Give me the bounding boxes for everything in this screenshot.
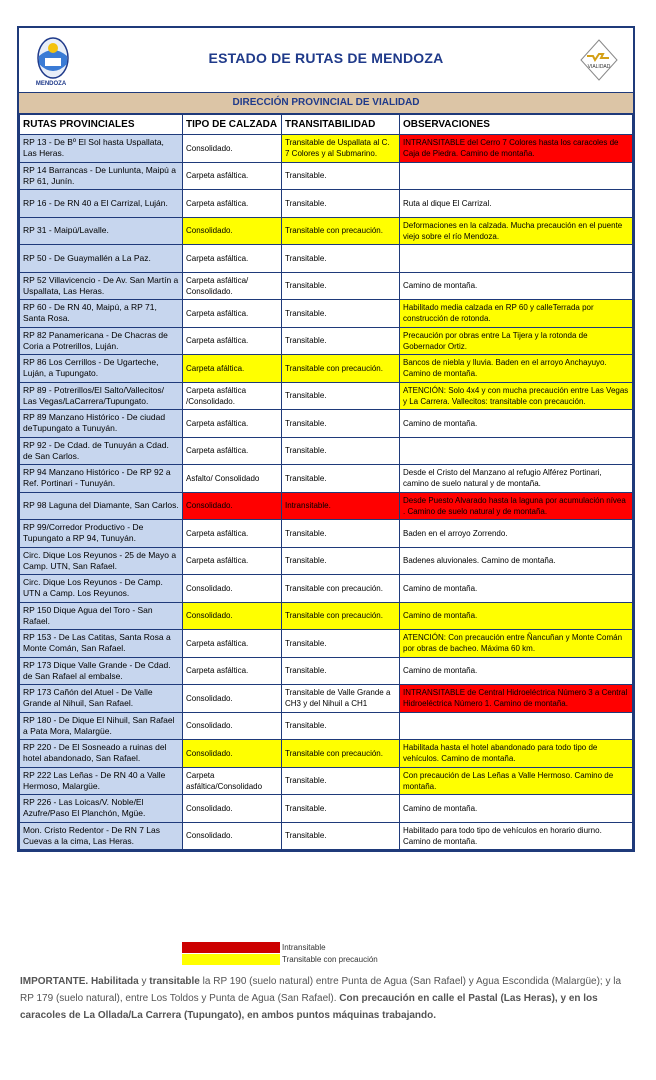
table-row	[20, 492, 633, 520]
table-row	[20, 547, 633, 575]
observaciones-cell	[400, 712, 633, 740]
transitabilidad-cell: Transitable.	[282, 520, 400, 548]
table-row	[20, 767, 633, 795]
observaciones-cell: Habilitado media calzada en RP 60 y calleTerrada por construcción de rotonda.	[400, 300, 633, 328]
observaciones-cell: Desde Puesto Alvarado hasta la laguna por acumulación nívea . Camino de suelo natural y de montaña.	[400, 492, 633, 520]
route-cell: RP 180 - De Dique El Nihuil, San Rafael a Pata Mora, Malargüe.	[20, 712, 183, 740]
table-header-row	[20, 115, 633, 135]
observaciones-cell: Bancos de niebla y lluvia. Baden en el arroyo Anchayuyo. Camino de montaña.	[400, 355, 633, 383]
route-cell: Circ. Dique Los Reyunos - 25 de Mayo a Camp. UTN, San Rafael.	[20, 547, 183, 575]
calzada-cell: Consolidado.	[183, 685, 282, 713]
route-cell: RP 14 Barrancas - De Lunlunta, Maipú a RP 61, Junín.	[20, 162, 183, 190]
transitabilidad-cell: Transitable con precaución.	[282, 602, 400, 630]
route-cell: RP 150 Dique Agua del Toro - San Rafael.	[20, 602, 183, 630]
important-lead: IMPORTANTE.	[20, 976, 89, 987]
observaciones-cell: INTRANSITABLE de Central Hidroeléctrica Número 3 a Central Hidroeléctrica Número 1. Camino de montaña.	[400, 685, 633, 713]
table-row	[20, 520, 633, 548]
table-row	[20, 410, 633, 438]
calzada-cell: Carpeta asfáltica.	[183, 245, 282, 273]
route-cell: RP 60 - De RN 40, Maipú, a RP 71, Santa Rosa.	[20, 300, 183, 328]
observaciones-cell: Deformaciones en la calzada. Mucha precaución en el puente viejo sobre el río Mendoza.	[400, 217, 633, 245]
calzada-cell: Carpeta asfáltica.	[183, 190, 282, 218]
page-title: ESTADO DE RUTAS DE MENDOZA	[208, 50, 444, 66]
table-row	[20, 437, 633, 465]
legend-swatch-intransitable	[182, 942, 280, 953]
route-cell: RP 226 - Las Loicas/V. Noble/El Azufre/Paso El Planchón, Mgüe.	[20, 795, 183, 823]
route-cell: RP 220 - De El Sosneado a ruinas del hotel abandonado, San Rafael.	[20, 740, 183, 768]
table-row	[20, 217, 633, 245]
observaciones-cell: Desde el Cristo del Manzano al refugio Alférez Portinari, camino de suelo natural y de montaña.	[400, 465, 633, 493]
table-row	[20, 272, 633, 300]
observaciones-cell: Camino de montaña.	[400, 410, 633, 438]
route-cell: RP 86 Los Cerrillos - De Ugarteche, Luján, a Tupungato.	[20, 355, 183, 383]
table-row	[20, 795, 633, 823]
transitabilidad-cell: Transitable.	[282, 657, 400, 685]
section-subtitle: DIRECCIÓN PROVINCIAL DE VIALIDAD	[19, 93, 633, 114]
observaciones-cell	[400, 437, 633, 465]
transitabilidad-cell: Transitable de Valle Grande a CH3 y del Nihuil a CH1	[282, 685, 400, 713]
calzada-cell: Consolidado.	[183, 740, 282, 768]
route-cell: RP 16 - De RN 40 a El Carrizal, Luján.	[20, 190, 183, 218]
column-header: TIPO DE CALZADA	[183, 115, 282, 135]
transitabilidad-cell: Transitable.	[282, 272, 400, 300]
transitabilidad-cell: Transitable.	[282, 410, 400, 438]
calzada-cell: Carpeta asfáltica.	[183, 657, 282, 685]
observaciones-cell	[400, 162, 633, 190]
observaciones-cell	[400, 245, 633, 273]
observaciones-cell: Camino de montaña.	[400, 575, 633, 603]
column-header: OBSERVACIONES	[400, 115, 633, 135]
calzada-cell: Carpeta asfáltica.	[183, 300, 282, 328]
transitabilidad-cell: Transitable con precaución.	[282, 355, 400, 383]
calzada-cell: Consolidado.	[183, 492, 282, 520]
table-row	[20, 575, 633, 603]
observaciones-cell: ATENCIÓN: Solo 4x4 y con mucha precaución entre Las Vegas y La Carrera. Vallecitos: transitable con precaución.	[400, 382, 633, 410]
route-cell: RP 173 Dique Valle Grande - De Cdad. de San Rafael al embalse.	[20, 657, 183, 685]
observaciones-cell: Habilitado para todo tipo de vehículos en horario diurno. Camino de montaña.	[400, 822, 633, 850]
transitabilidad-cell: Transitable.	[282, 795, 400, 823]
table-row	[20, 300, 633, 328]
transitabilidad-cell: Transitable de Uspallata al C. 7 Colores y al Submarino.	[282, 135, 400, 163]
important-text: y	[141, 976, 147, 987]
transitabilidad-cell: Transitable con precaución.	[282, 740, 400, 768]
transitabilidad-cell: Transitable.	[282, 300, 400, 328]
table-row	[20, 740, 633, 768]
table-row	[20, 162, 633, 190]
observaciones-cell: Camino de montaña.	[400, 657, 633, 685]
route-cell: RP 92 - De Cdad. de Tunuyán a Cdad. de San Carlos.	[20, 437, 183, 465]
transitabilidad-cell: Transitable.	[282, 767, 400, 795]
transitabilidad-cell: Transitable con precaución.	[282, 217, 400, 245]
important-note	[20, 973, 636, 1024]
column-header: TRANSITABILIDAD	[282, 115, 400, 135]
routes-table	[19, 114, 633, 850]
table-row	[20, 190, 633, 218]
route-cell: RP 94 Manzano Histórico - De RP 92 a Ref. Portinari - Tunuyán.	[20, 465, 183, 493]
transitabilidad-cell: Transitable.	[282, 547, 400, 575]
table-row	[20, 355, 633, 383]
observaciones-cell: Habilitada hasta el hotel abandonado para todo tipo de vehículos. Camino de montaña.	[400, 740, 633, 768]
observaciones-cell: Camino de montaña.	[400, 602, 633, 630]
route-cell: RP 50 - De Guaymallén a La Paz.	[20, 245, 183, 273]
table-row	[20, 327, 633, 355]
route-cell: RP 98 Laguna del Diamante, San Carlos.	[20, 492, 183, 520]
calzada-cell: Carpeta asfáltica.	[183, 520, 282, 548]
calzada-cell: Asfalto/ Consolidado	[183, 465, 282, 493]
transitabilidad-cell: Transitable.	[282, 712, 400, 740]
calzada-cell: Consolidado.	[183, 822, 282, 850]
route-cell: RP 52 Villavicencio - De Av. San Martín a Uspallata, Las Heras.	[20, 272, 183, 300]
observaciones-cell: Ruta al dique El Carrizal.	[400, 190, 633, 218]
report-header	[19, 28, 633, 93]
report-frame	[17, 26, 635, 852]
vialidad-logo-icon	[579, 38, 619, 82]
table-row	[20, 382, 633, 410]
observaciones-cell: Badenes aluvionales. Camino de montaña.	[400, 547, 633, 575]
observaciones-cell: Camino de montaña.	[400, 272, 633, 300]
calzada-cell: Carpeta asfáltica.	[183, 162, 282, 190]
calzada-cell: Consolidado.	[183, 575, 282, 603]
legend-swatch-precaucion	[182, 954, 280, 965]
table-row	[20, 630, 633, 658]
route-cell: RP 99/Corredor Productivo - De Tupungato a RP 94, Tunuyán.	[20, 520, 183, 548]
calzada-cell: Consolidado.	[183, 712, 282, 740]
route-cell: RP 222 Las Leñas - De RN 40 a Valle Hermoso, Malargüe.	[20, 767, 183, 795]
calzada-cell: Consolidado.	[183, 795, 282, 823]
table-row	[20, 602, 633, 630]
transitabilidad-cell: Transitable.	[282, 630, 400, 658]
route-cell: RP 89 - Potrerillos/El Salto/Vallecitos/ Las Vegas/LaCarrera/Tupungato.	[20, 382, 183, 410]
observaciones-cell: INTRANSITABLE del Cerro 7 Colores hasta los caracoles de Caja de Piedra. Camino de montaña.	[400, 135, 633, 163]
table-row	[20, 465, 633, 493]
calzada-cell: Carpeta asfáltica.	[183, 630, 282, 658]
observaciones-cell: ATENCIÓN: Con precaución entre Ñancuñan y Monte Comán por obras de bacheo. Máxima 60 km.	[400, 630, 633, 658]
transitabilidad-cell: Transitable.	[282, 190, 400, 218]
table-row	[20, 712, 633, 740]
route-cell: RP 173 Cañón del Atuel - De Valle Grande al Nihuil, San Rafael.	[20, 685, 183, 713]
table-row	[20, 135, 633, 163]
important-text: transitable	[149, 976, 200, 987]
table-row	[20, 685, 633, 713]
observaciones-cell: Con precaución de Las Leñas a Valle Hermoso. Camino de montaña.	[400, 767, 633, 795]
legend-label: Transitable con precaución	[282, 955, 378, 964]
calzada-cell: Carpeta asfáltica/ Consolidado.	[183, 272, 282, 300]
important-text: Habilitada	[90, 976, 139, 987]
route-cell: RP 82 Panamericana - De Chacras de Coria a Potrerillos, Luján.	[20, 327, 183, 355]
table-body	[20, 135, 633, 850]
route-cell: RP 89 Manzano Histórico - De ciudad deTupungato a Tunuyán.	[20, 410, 183, 438]
calzada-cell: Consolidado.	[183, 602, 282, 630]
transitabilidad-cell: Transitable.	[282, 437, 400, 465]
important-text: Con precaución en calle el Pastal (Las Heras), y en los caracoles de La Ollada/La Carrera (Tupungato), en ambos puntos máquinas trabajando.	[20, 993, 598, 1021]
calzada-cell: Consolidado.	[183, 217, 282, 245]
observaciones-cell: Precaución por obras entre La Tijera y la rotonda de Gobernador Ortiz.	[400, 327, 633, 355]
transitabilidad-cell: Transitable.	[282, 822, 400, 850]
transitabilidad-cell: Transitable.	[282, 162, 400, 190]
transitabilidad-cell: Transitable.	[282, 327, 400, 355]
route-cell: Mon. Cristo Redentor - De RN 7 Las Cuevas a la cima, Las Heras.	[20, 822, 183, 850]
calzada-cell: Carpeta asfáltica.	[183, 437, 282, 465]
table-row	[20, 822, 633, 850]
calzada-cell: Carpeta asfáltica/Consolidado	[183, 767, 282, 795]
mendoza-logo-text: MENDOZA	[35, 81, 67, 87]
transitabilidad-cell: Intransitable.	[282, 492, 400, 520]
calzada-cell: Carpeta afáltica.	[183, 355, 282, 383]
calzada-cell: Carpeta asfáltica.	[183, 327, 282, 355]
calzada-cell: Carpeta asfáltica.	[183, 547, 282, 575]
transitabilidad-cell: Transitable.	[282, 382, 400, 410]
observaciones-cell: Camino de montaña.	[400, 795, 633, 823]
vialidad-logo-text: VIALIDAD	[587, 64, 611, 70]
column-header: RUTAS PROVINCIALES	[20, 115, 183, 135]
route-cell: Circ. Dique Los Reyunos - De Camp. UTN a Camp. Los Reyunos.	[20, 575, 183, 603]
route-cell: RP 153 - De Las Catitas, Santa Rosa a Monte Comán, San Rafael.	[20, 630, 183, 658]
calzada-cell: Consolidado.	[183, 135, 282, 163]
observaciones-cell: Baden en el arroyo Zorrendo.	[400, 520, 633, 548]
calzada-cell: Carpeta asfáltica /Consolidado.	[183, 382, 282, 410]
route-cell: RP 13 - De Bº El Sol hasta Uspallata, Las Heras.	[20, 135, 183, 163]
transitabilidad-cell: Transitable.	[282, 245, 400, 273]
calzada-cell: Carpeta asfáltica.	[183, 410, 282, 438]
important-text: la RP 190 (suelo natural) entre Punta de Agua (San Rafael) y Agua Escondida (Malargüe); y la RP 179 (suelo natural), entre Los Toldos y Punta de Agua (San Rafael).	[20, 976, 622, 1004]
table-row	[20, 657, 633, 685]
transitabilidad-cell: Transitable con precaución.	[282, 575, 400, 603]
route-cell: RP 31 - Maipú/Lavalle.	[20, 217, 183, 245]
table-row	[20, 245, 633, 273]
legend-label: Intransitable	[282, 943, 326, 952]
transitabilidad-cell: Transitable.	[282, 465, 400, 493]
